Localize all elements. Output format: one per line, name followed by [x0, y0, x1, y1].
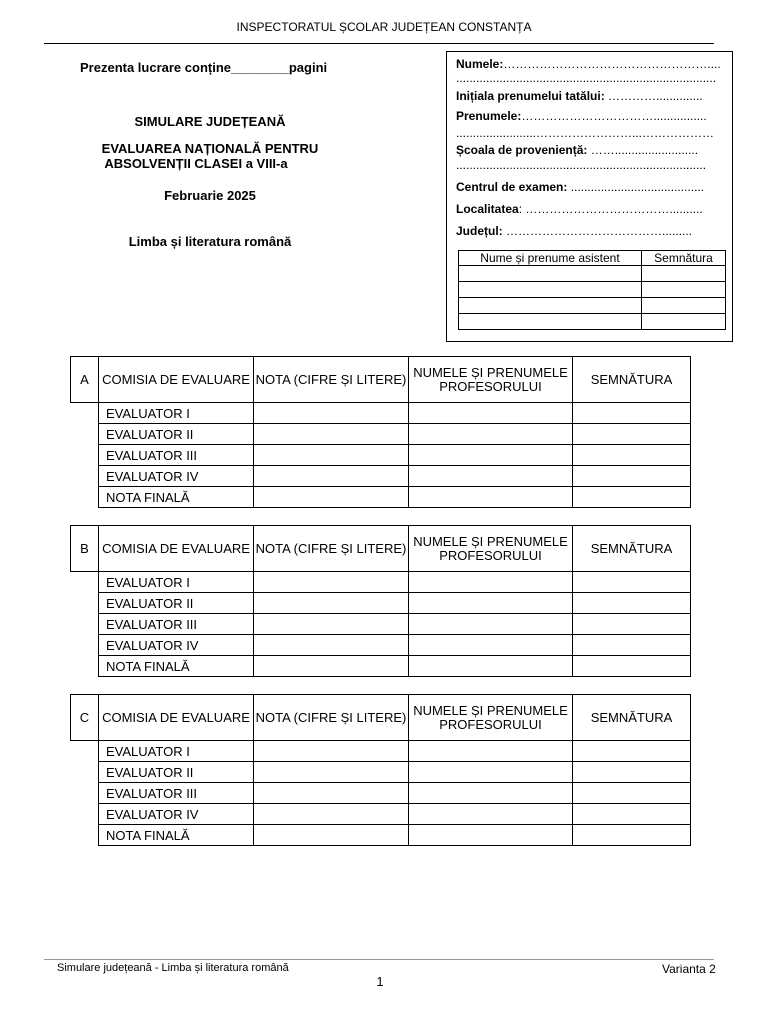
field-prenumele[interactable]: Prenumele:……………………………................ [456, 109, 707, 123]
assistant-name-cell[interactable] [459, 314, 642, 330]
signature-cell[interactable] [573, 466, 691, 487]
signature-cell[interactable] [573, 762, 691, 783]
assistant-signature-cell[interactable] [642, 266, 726, 282]
row-label: EVALUATOR IV [99, 804, 254, 825]
header-profesor: NUMELE ȘI PRENUMELE PROFESORULUI [409, 695, 573, 741]
signature-cell[interactable] [573, 445, 691, 466]
teacher-cell[interactable] [409, 614, 573, 635]
row-label: NOTA FINALĂ [99, 487, 254, 508]
exam-subtitle [60, 141, 360, 171]
header-nota: NOTA (CIFRE ȘI LITERE) [254, 526, 409, 572]
row-label: EVALUATOR III [99, 783, 254, 804]
signature-cell[interactable] [573, 783, 691, 804]
teacher-cell[interactable] [409, 593, 573, 614]
row-label: EVALUATOR III [99, 614, 254, 635]
assistant-table [458, 250, 726, 330]
signature-cell[interactable] [573, 424, 691, 445]
header-divider [44, 43, 714, 44]
header-profesor: NUMELE ȘI PRENUMELE PROFESORULUI [409, 526, 573, 572]
field-scoala[interactable]: Școala de proveniență: ……......................... [456, 143, 699, 157]
table-letter: C [71, 695, 99, 741]
teacher-cell[interactable] [409, 466, 573, 487]
field-localitatea[interactable]: Localitatea: ……………………………….......... [456, 202, 703, 216]
teacher-cell[interactable] [409, 572, 573, 593]
assistant-signature-cell[interactable] [642, 298, 726, 314]
row-label: EVALUATOR I [99, 572, 254, 593]
header-semnatura: SEMNĂTURA [573, 526, 691, 572]
exam-date: Februarie 2025 [164, 188, 256, 203]
teacher-cell[interactable] [409, 741, 573, 762]
footer-divider [44, 959, 714, 960]
assistant-signature-cell[interactable] [642, 282, 726, 298]
row-label: EVALUATOR I [99, 403, 254, 424]
evaluation-table-a [70, 356, 691, 508]
header-semnatura: SEMNĂTURA [573, 695, 691, 741]
grade-cell[interactable] [254, 783, 409, 804]
footer-left-text: Simulare județeană - Limba și literatura română [57, 962, 289, 974]
grade-cell[interactable] [254, 762, 409, 783]
row-label: EVALUATOR I [99, 741, 254, 762]
teacher-cell[interactable] [409, 825, 573, 846]
grade-cell[interactable] [254, 466, 409, 487]
exam-title: SIMULARE JUDEȚEANĂ [134, 114, 286, 129]
grade-cell[interactable] [254, 487, 409, 508]
header-comisia: COMISIA DE EVALUARE [99, 526, 254, 572]
teacher-cell[interactable] [409, 424, 573, 445]
document-header: INSPECTORATUL ȘCOLAR JUDEȚEAN CONSTANȚA [236, 20, 532, 34]
field-prenumele-cont[interactable]: ........................……………………...……………… [456, 126, 715, 140]
field-initiala[interactable]: Inițiala prenumelui tatălui: ………….............. [456, 89, 703, 103]
grade-cell[interactable] [254, 741, 409, 762]
row-label: EVALUATOR II [99, 593, 254, 614]
evaluation-table-c [70, 694, 691, 846]
header-profesor: NUMELE ȘI PRENUMELE PROFESORULUI [409, 357, 573, 403]
teacher-cell[interactable] [409, 804, 573, 825]
page-number: 1 [376, 974, 384, 989]
grade-cell[interactable] [254, 424, 409, 445]
assistant-name-cell[interactable] [459, 298, 642, 314]
grade-cell[interactable] [254, 635, 409, 656]
evaluation-table-b [70, 525, 691, 677]
field-numele[interactable]: Numele:…………………………………………….... [456, 57, 721, 71]
row-label: EVALUATOR II [99, 762, 254, 783]
grade-cell[interactable] [254, 614, 409, 635]
teacher-cell[interactable] [409, 445, 573, 466]
grade-cell[interactable] [254, 572, 409, 593]
table-letter: B [71, 526, 99, 572]
teacher-cell[interactable] [409, 635, 573, 656]
header-semnatura: SEMNĂTURA [573, 357, 691, 403]
assistant-name-header: Nume și prenume asistent [459, 251, 642, 266]
header-nota: NOTA (CIFRE ȘI LITERE) [254, 695, 409, 741]
teacher-cell[interactable] [409, 656, 573, 677]
signature-cell[interactable] [573, 741, 691, 762]
signature-cell[interactable] [573, 572, 691, 593]
header-nota: NOTA (CIFRE ȘI LITERE) [254, 357, 409, 403]
row-label: NOTA FINALĂ [99, 825, 254, 846]
signature-cell[interactable] [573, 656, 691, 677]
assistant-signature-cell[interactable] [642, 314, 726, 330]
field-scoala-cont[interactable]: ........................................................................... [456, 158, 707, 172]
teacher-cell[interactable] [409, 487, 573, 508]
row-label: EVALUATOR II [99, 424, 254, 445]
page-count-prefix: Prezenta lucrare conține [80, 60, 231, 75]
signature-cell[interactable] [573, 593, 691, 614]
row-label: EVALUATOR IV [99, 635, 254, 656]
row-label: EVALUATOR IV [99, 466, 254, 487]
assistant-signature-header: Semnătura [642, 251, 726, 266]
grade-cell[interactable] [254, 593, 409, 614]
grade-cell[interactable] [254, 804, 409, 825]
signature-cell[interactable] [573, 614, 691, 635]
field-judetul[interactable]: Județul: …………………………………......... [456, 224, 693, 238]
footer-variant: Varianta 2 [662, 962, 716, 976]
grade-cell[interactable] [254, 656, 409, 677]
row-label: NOTA FINALĂ [99, 656, 254, 677]
exam-subtitle-line2: ABSOLVENȚII CLASEI a VIII-a [104, 156, 288, 171]
teacher-cell[interactable] [409, 762, 573, 783]
grade-cell[interactable] [254, 403, 409, 424]
signature-cell[interactable] [573, 487, 691, 508]
teacher-cell[interactable] [409, 783, 573, 804]
signature-cell[interactable] [573, 804, 691, 825]
header-comisia: COMISIA DE EVALUARE [99, 357, 254, 403]
signature-cell[interactable] [573, 825, 691, 846]
grade-cell[interactable] [254, 825, 409, 846]
exam-subject: Limba și literatura română [128, 234, 292, 249]
row-label: EVALUATOR III [99, 445, 254, 466]
signature-cell[interactable] [573, 635, 691, 656]
assistant-name-cell[interactable] [459, 282, 642, 298]
field-numele-cont[interactable]: .............................................................................. [456, 71, 717, 85]
grade-cell[interactable] [254, 445, 409, 466]
signature-cell[interactable] [573, 403, 691, 424]
page-count-blank[interactable]: ________ [231, 60, 289, 75]
teacher-cell[interactable] [409, 403, 573, 424]
exam-subtitle-line1: EVALUAREA NAȚIONALĂ PENTRU [101, 141, 319, 156]
header-comisia: COMISIA DE EVALUARE [99, 695, 254, 741]
assistant-name-cell[interactable] [459, 266, 642, 282]
table-letter: A [71, 357, 99, 403]
candidate-id-box [446, 51, 733, 342]
page-count-line [80, 60, 327, 75]
field-centru[interactable]: Centrul de examen: ........................................ [456, 180, 705, 194]
page-count-suffix: pagini [288, 60, 328, 75]
